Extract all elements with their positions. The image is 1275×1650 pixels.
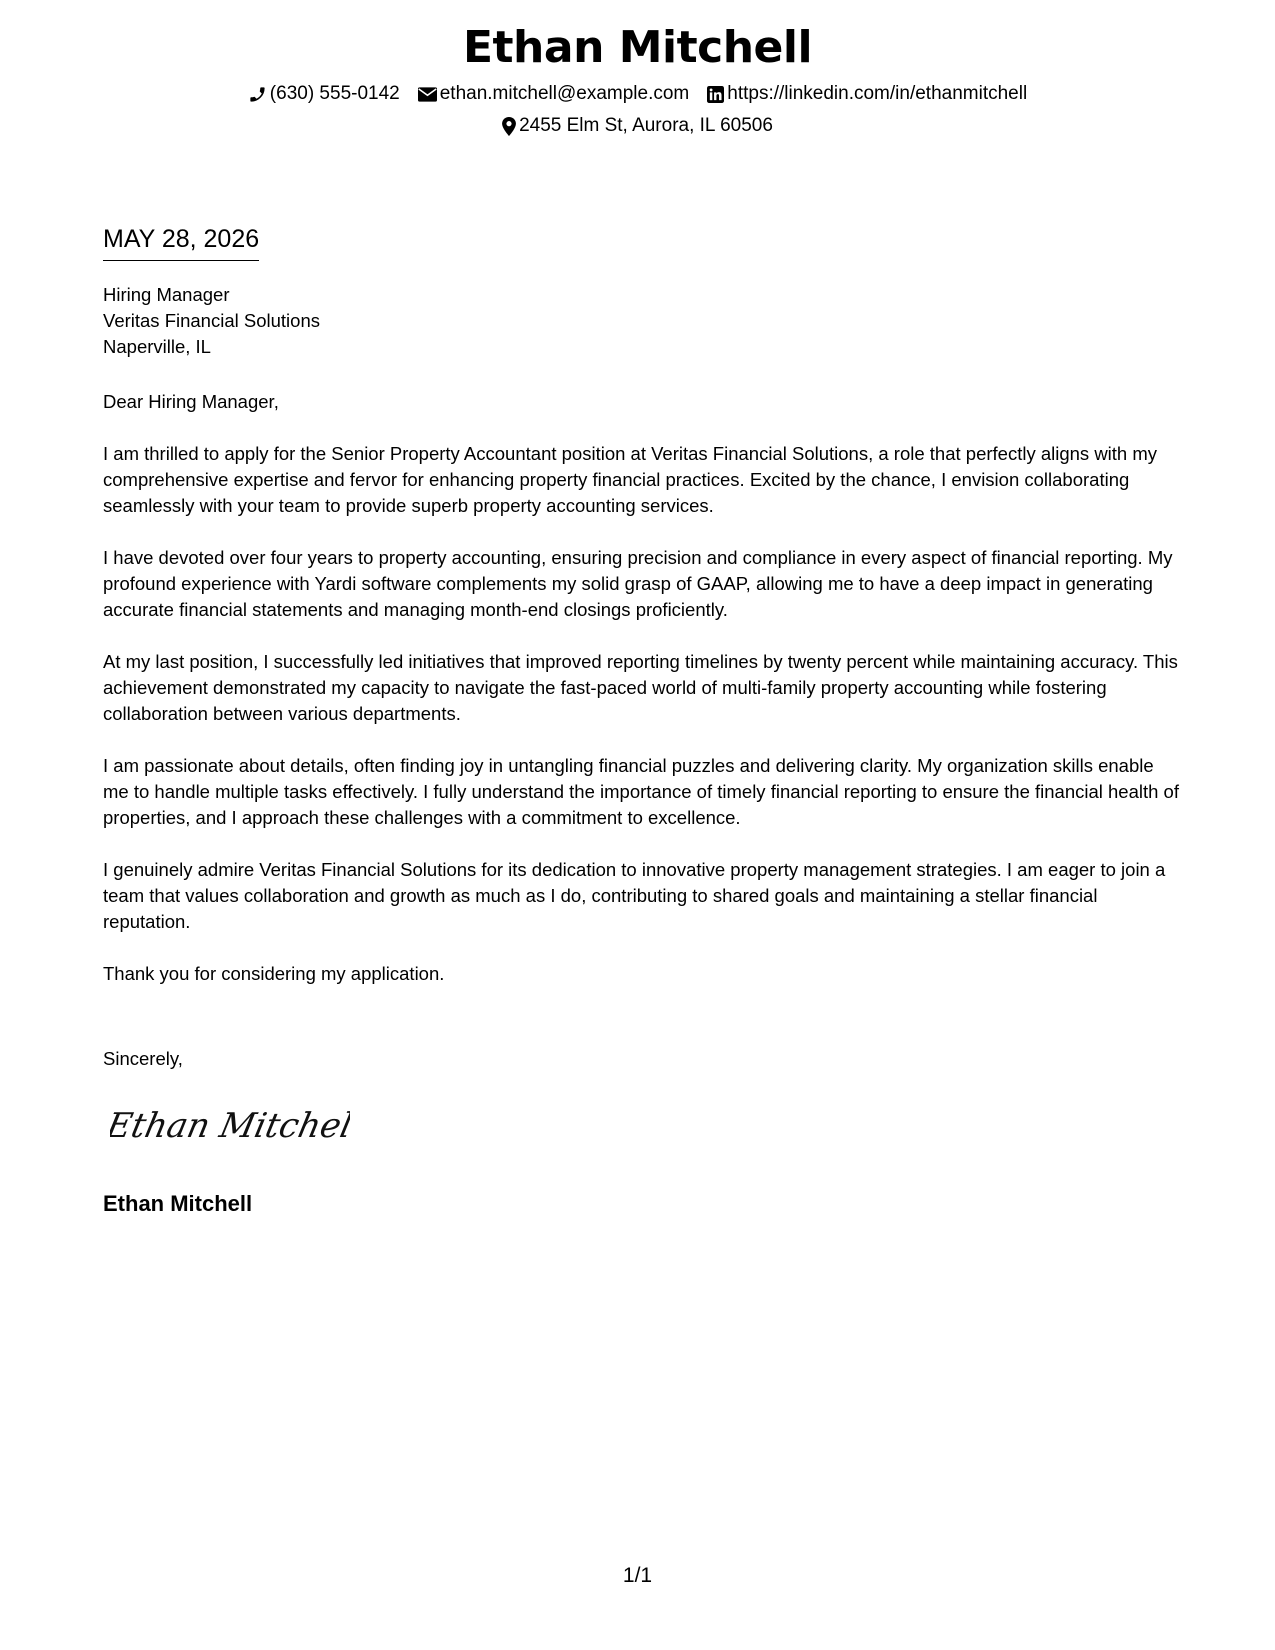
page-number: 1/1 xyxy=(622,1564,653,1587)
salutation: Dear Hiring Manager, xyxy=(103,391,279,412)
body-paragraph: I genuinely admire Veritas Financial Solutions for its dedication to innovative property management strategies. I am eager to join a team that values collaboration and growth as much as I do, contributing to shared goals and maintaining a stellar financial reputation. xyxy=(103,859,1166,932)
phone-contact xyxy=(248,80,400,108)
street-address: 2455 Elm St, Aurora, IL 60506 xyxy=(519,115,773,136)
body-paragraph: I am passionate about details, often finding joy in untangling financial puzzles and delivering clarity. My organization skills enable me to handle multiple tasks effectively. I fully understand the importance of timely financial reporting to ensure the financial health of properties, and I approach these challenges with a commitment to excellence. xyxy=(103,755,1179,828)
envelope-icon xyxy=(418,87,437,102)
linkedin-url[interactable]: https://linkedin.com/in/ethanmitchell xyxy=(727,83,1028,104)
body-paragraph: I have devoted over four years to property accounting, ensuring precision and compliance in every aspect of financial reporting. My profound experience with Yardi software complements my solid grasp of GAAP, allowing me to have a deep impact in generating accurate financial statements and managing month-end closings proficiently. xyxy=(103,547,1173,620)
email-contact[interactable] xyxy=(418,80,690,108)
signature-image xyxy=(110,1093,350,1158)
letter-body xyxy=(103,441,1183,1013)
linkedin-contact[interactable] xyxy=(707,80,1027,108)
signer-name: Ethan Mitchell xyxy=(103,1191,253,1216)
phone-icon xyxy=(248,85,267,104)
letter-date: MAY 28, 2026 xyxy=(103,222,259,261)
linkedin-icon xyxy=(707,86,724,103)
recipient-block xyxy=(103,282,320,360)
body-paragraph: I am thrilled to apply for the Senior Property Accountant position at Veritas Financial Solutions, a role that perfectly aligns with my comprehensive expertise and fervor for enhancing property financial practices. Excited by the chance, I envision collaborating seamlessly with your team to provide superb property accounting services. xyxy=(103,443,1158,516)
phone-number: (630) 555-0142 xyxy=(269,83,400,104)
applicant-name: Ethan Mitchell xyxy=(462,22,813,73)
recipient-title: Hiring Manager xyxy=(103,284,230,305)
address-row xyxy=(0,112,1275,140)
letter-header xyxy=(0,18,1275,140)
body-paragraph: Thank you for considering my application. xyxy=(103,963,445,984)
email-address[interactable]: ethan.mitchell@example.com xyxy=(439,83,690,104)
contact-row xyxy=(0,80,1275,108)
recipient-company: Veritas Financial Solutions xyxy=(103,310,320,331)
body-paragraph: At my last position, I successfully led initiatives that improved reporting timelines by twenty percent while maintaining accuracy. This achievement demonstrated my capacity to navigate the fast-paced world of multi-family property accounting while fostering collaboration between various departments. xyxy=(103,651,1178,724)
address-contact xyxy=(502,112,773,140)
recipient-location: Naperville, IL xyxy=(103,336,211,357)
closing: Sincerely, xyxy=(103,1048,183,1069)
map-pin-icon xyxy=(502,117,516,136)
signature-text: Ethan Mitchell xyxy=(110,1106,350,1146)
